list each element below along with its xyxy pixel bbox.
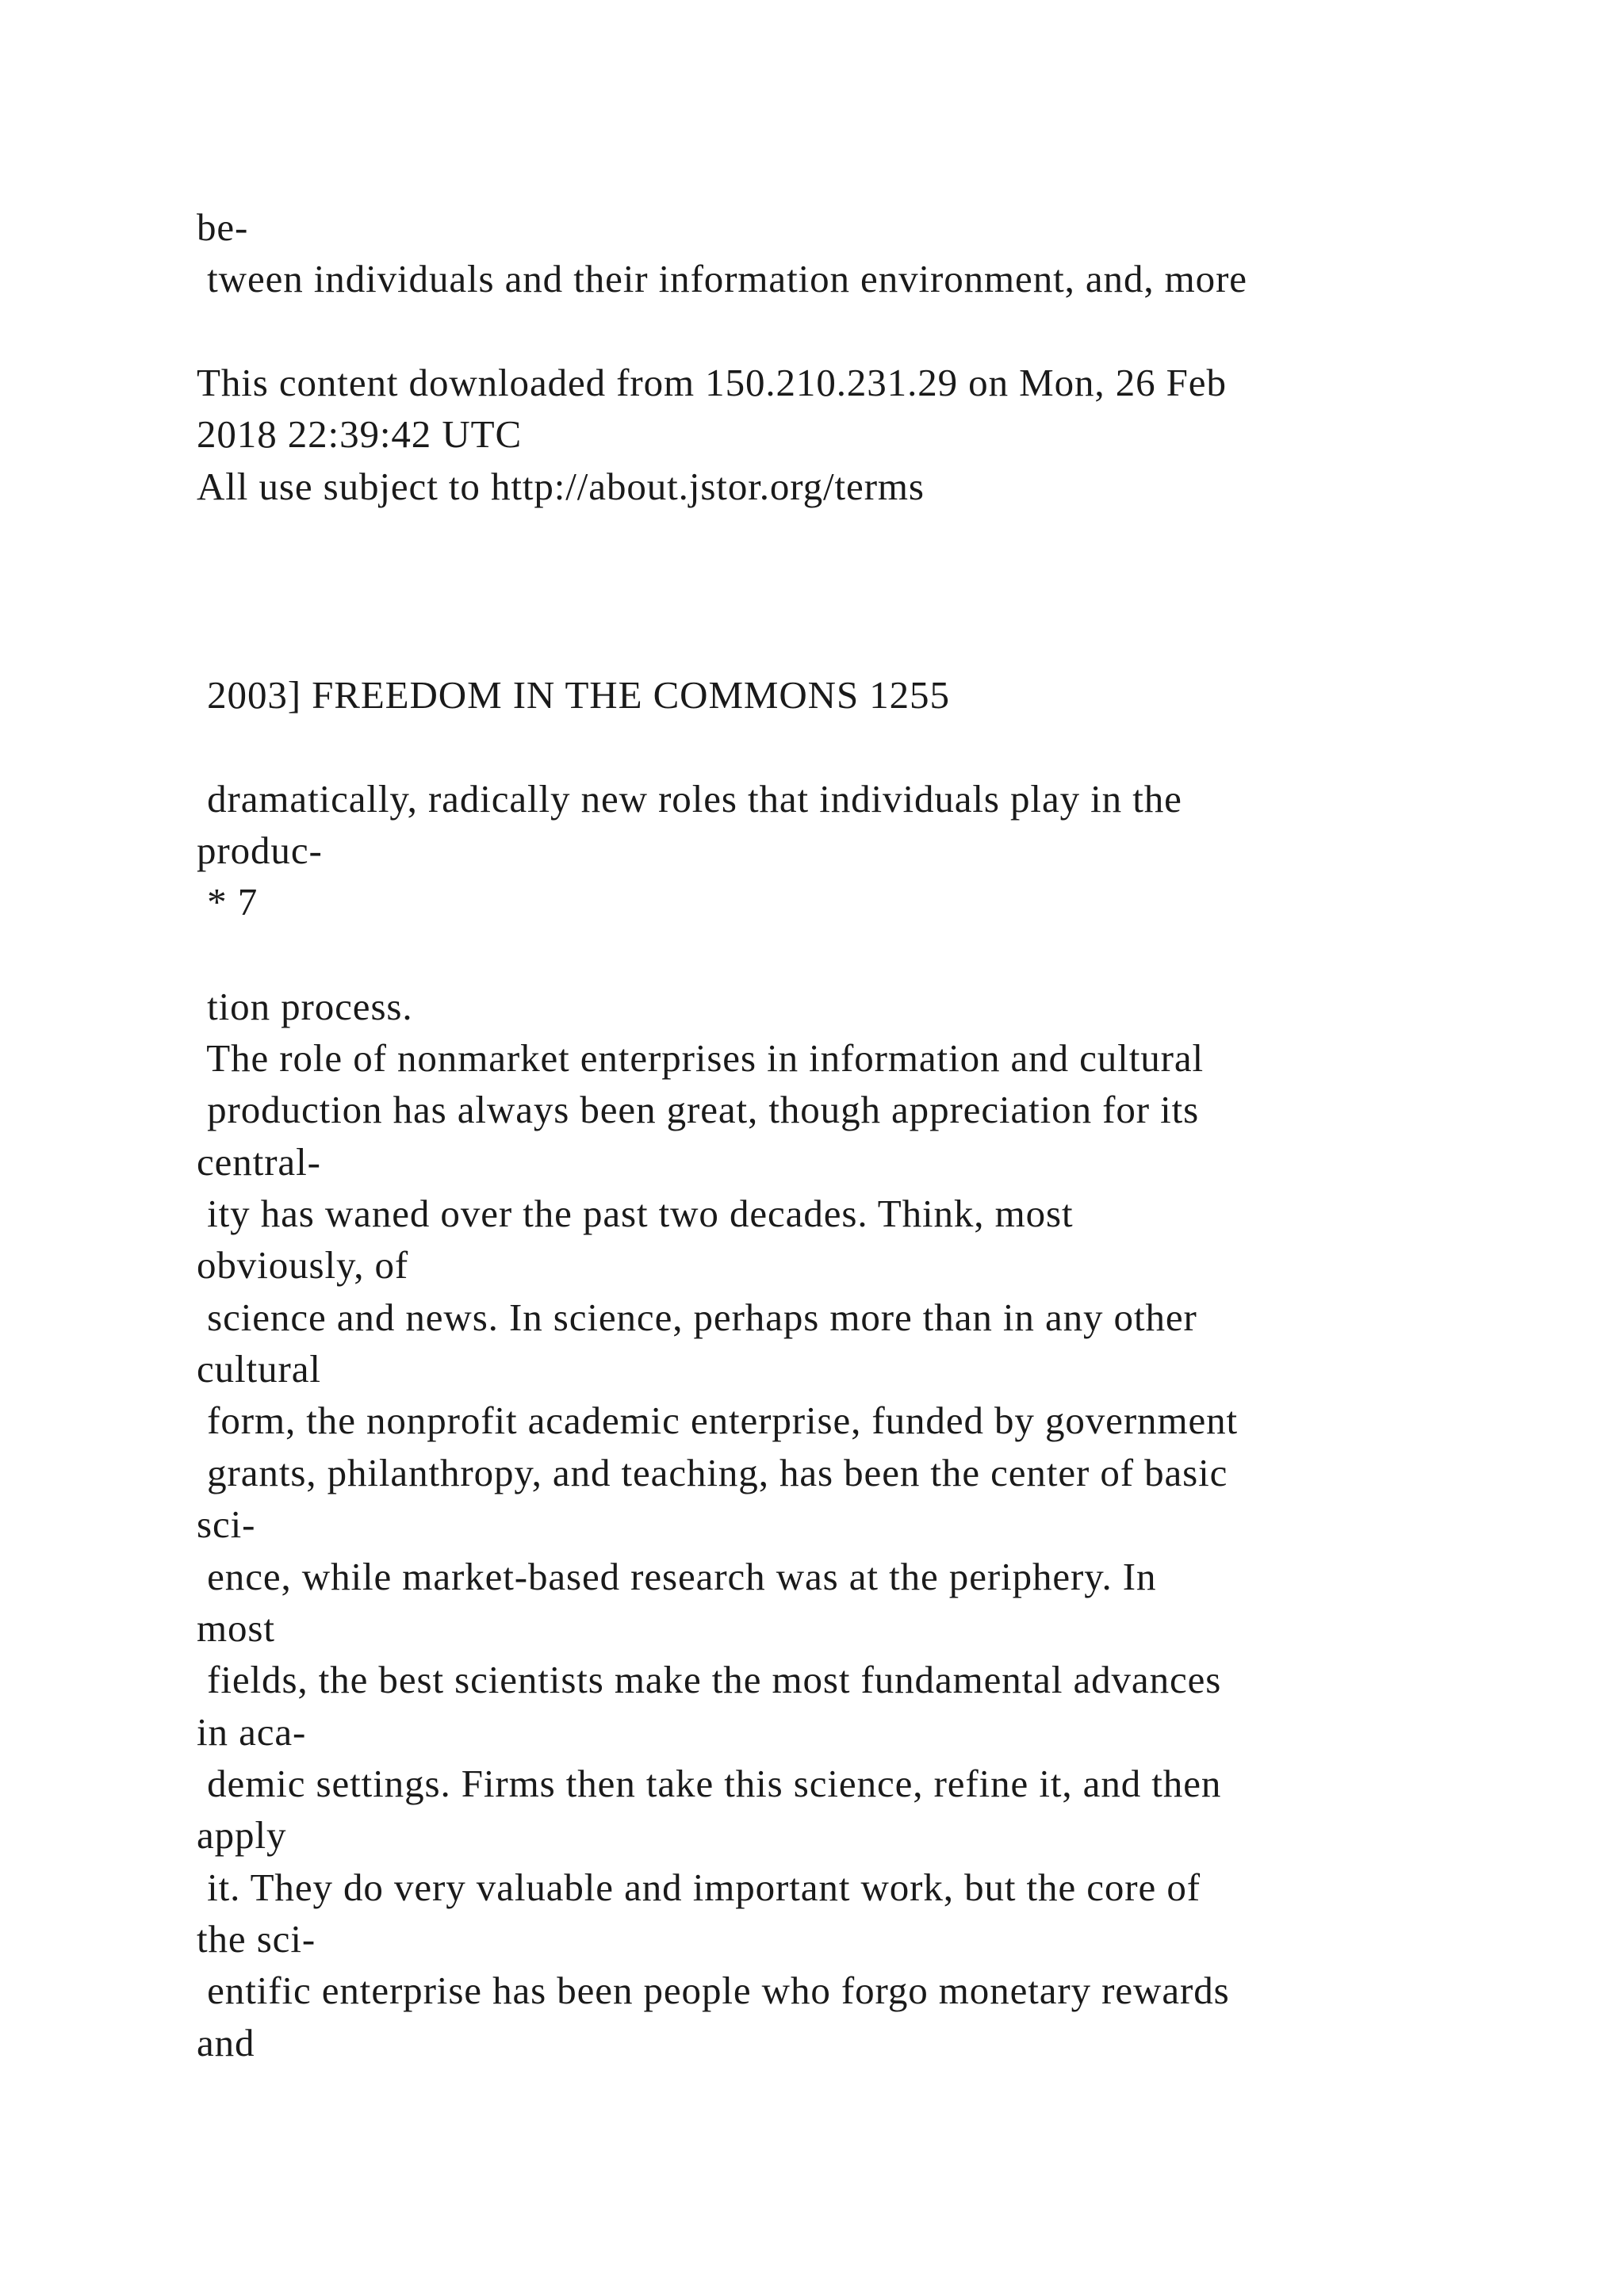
text-line: sci-	[197, 1502, 256, 1546]
text-line: science and news. In science, perhaps more than in any other	[197, 1295, 1197, 1339]
text-line: dramatically, radically new roles that individuals play in the	[197, 777, 1182, 821]
text-line: production has always been great, though appreciation for its	[197, 1088, 1200, 1131]
text-line: entific enterprise has been people who forgo monetary rewards	[197, 1969, 1230, 2012]
text-line: the sci-	[197, 1917, 316, 1961]
text-line: ity has waned over the past two decades. Think, most	[197, 1192, 1074, 1235]
text-line: fields, the best scientists make the most fundamental advances	[197, 1658, 1222, 1701]
text-line: it. They do very valuable and important work, but the core of	[197, 1866, 1201, 1909]
text-line: apply	[197, 1813, 287, 1857]
text-line: tion process.	[197, 985, 413, 1028]
text-line: ence, while market-based research was at the periphery. In	[197, 1555, 1157, 1598]
text-line: in aca-	[197, 1710, 307, 1754]
download-timestamp-line: 2018 22:39:42 UTC	[197, 412, 523, 456]
text-line: and	[197, 2021, 255, 2064]
text-line: produc-	[197, 828, 323, 872]
download-notice-line: This content downloaded from 150.210.231.29 on Mon, 26 Feb	[197, 361, 1227, 404]
text-line: cultural	[197, 1347, 321, 1391]
terms-notice-line: All use subject to http://about.jstor.org/terms	[197, 465, 925, 508]
footnote-marker: * 7	[197, 880, 259, 924]
text-line: demic settings. Firms then take this science, refine it, and then	[197, 1762, 1222, 1805]
text-line: be-	[197, 205, 249, 249]
text-line: The role of nonmarket enterprises in information and cultural	[197, 1036, 1204, 1080]
running-header: 2003] FREEDOM IN THE COMMONS 1255	[197, 673, 950, 717]
text-line: tween individuals and their information environment, and, more	[197, 257, 1247, 300]
text-line: central-	[197, 1140, 321, 1184]
text-line: most	[197, 1606, 275, 1650]
text-line: form, the nonprofit academic enterprise, funded by government	[197, 1399, 1239, 1442]
text-line: grants, philanthropy, and teaching, has been the center of basic	[197, 1451, 1228, 1494]
text-line: obviously, of	[197, 1243, 409, 1287]
